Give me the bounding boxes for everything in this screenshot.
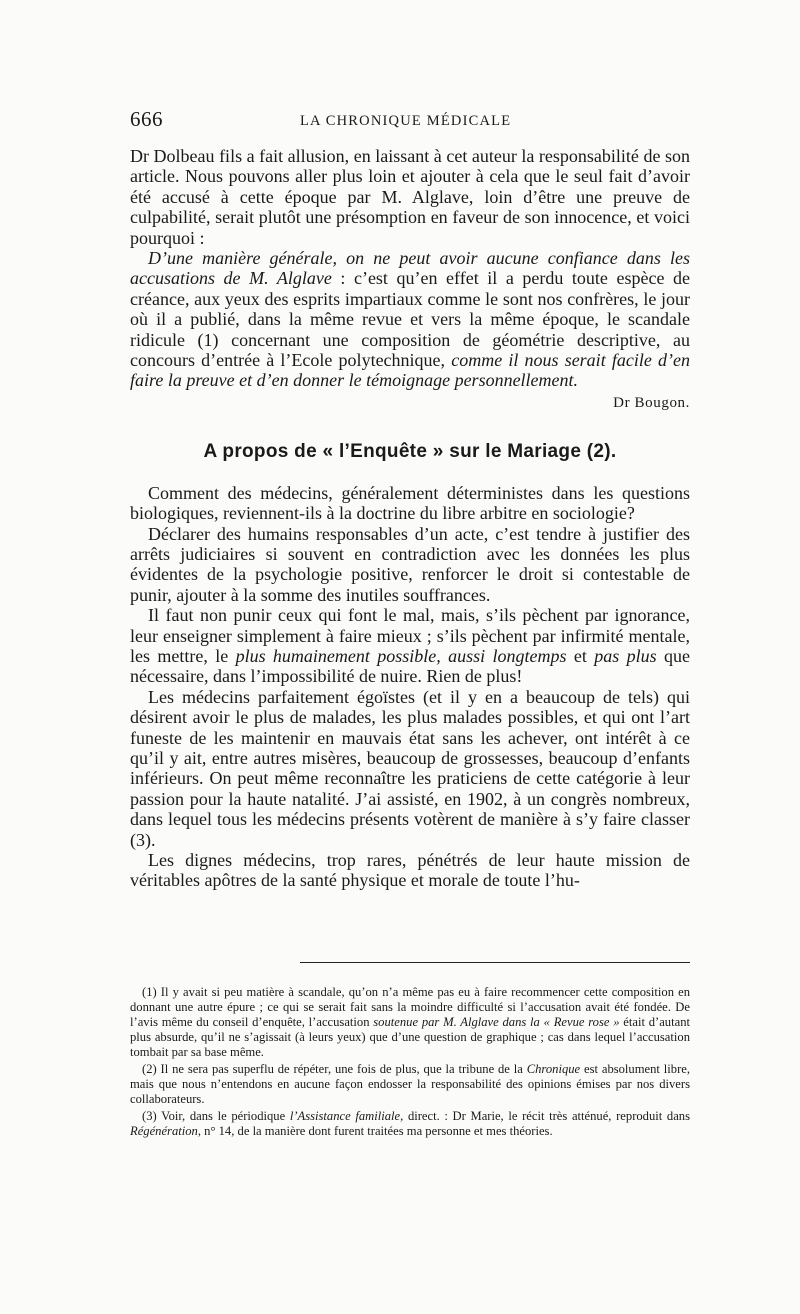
article2-paragraph-3-b: et <box>566 645 595 666</box>
signature: Dr Bougon. <box>613 394 690 411</box>
section-heading: A propos de « l’Enquête » sur le Mariage (2). <box>203 441 617 463</box>
page-header <box>130 107 690 137</box>
footnote-3-b: , direct. : Dr Marie, le récit très atténué, reproduit dans <box>400 1109 691 1123</box>
article1-italic-tail: comme il nous serait facile d’en faire la preuve et d’en donner le témoignage personnellement. <box>130 350 690 391</box>
article2-paragraph-5: Les dignes médecins, trop rares, pénétrés de leur haute mission de véritables apôtres de la santé physique et morale de toute l’hu- <box>130 850 690 891</box>
footnote-3-italic-1: l’Assistance familiale <box>289 1109 401 1123</box>
footnote-2-b: est absolument libre, mais que nous n’entendons en aucune façon endosser la responsabilité des opinions émises par nos divers collaborateurs. <box>130 1062 690 1106</box>
footnote-3-c: , n° 14, de la manière dont furent traitées ma personne et mes théories. <box>197 1124 553 1138</box>
article2-paragraph-4: Les médecins parfaitement égoïstes (et il y en a beaucoup de tels) qui désirent avoir le plus de malades, les plus malades possibles, et qui ont l’art funeste de les maintenir en mauvais état sans les achever, ont intérêt à ce qu’il y ait, entre autres misères, beaucoup de grossesses, beaucoup d’enfants inférieurs. On peut même reconnaître les praticiens de cette catégorie à leur passion pour la haute natalité. J’ai assisté, en 1902, à un congrès nombreux, dans lequel tous les médecins présents votèrent de manière à s’y faire classer (3). <box>130 686 690 850</box>
article1-italic-lead: D’une manière générale, on ne peut avoir aucune confiance dans les accusations de M. Alglave <box>130 248 690 289</box>
article2-paragraph-3-c: que nécessaire, dans l’impossibilité de nuire. Rien de plus! <box>130 645 690 687</box>
footnotes <box>130 985 690 1141</box>
body-text <box>130 146 690 891</box>
footnote-3 <box>130 1109 690 1139</box>
article2-italic-2: pas plus <box>594 645 657 666</box>
footnote-1-a: (1) Il y avait si peu matière à scandale, qu’on n’a même pas eu à faire recommencer cette composition en donnant une autre épure ; ce qui se serait fait sans la moindre difficulté si l’accusation avait été fondée. De l’avis même du conseil d’enquête, l’accusation <box>130 985 690 1029</box>
page-number: 666 <box>130 107 163 131</box>
footnote-1-italic: soutenue par M. Alglave dans la « Revue rose » <box>373 1015 620 1029</box>
footnote-1-b: était d’autant plus absurde, qu’il ne s’agissait (à leurs yeux) que d’une question de graphique ; cas dans lequel l’accusation tombait par sa base même. <box>130 1015 690 1059</box>
footnote-3-a: (3) Voir, dans le périodique <box>142 1109 290 1123</box>
article2-paragraph-2: Déclarer des humains responsables d’un acte, c’est tendre à justifier des arrêts judiciaires si souvent en contradiction avec les données les plus évidentes de la psychologie positive, renforcer le droit si contestable de punir, ajouter à la somme des inutiles souffrances. <box>130 523 690 605</box>
article1-paragraph-2 <box>130 248 690 391</box>
article2-paragraph-1: Comment des médecins, généralement déterministes dans les questions biologiques, reviennent-ils à la doctrine du libre arbitre en sociologie? <box>130 482 690 524</box>
footnote-3-italic-2: Régénération <box>130 1124 198 1138</box>
footnote-1 <box>130 985 690 1060</box>
article2-italic-1: plus humainement possible, aussi longtemps <box>235 645 567 666</box>
article1-paragraph-2-body: : c’est qu’en effet il a perdu toute espèce de créance, aux yeux des esprits impartiaux comme le sont nos confrères, le jour où il a publié, dans la même revue et vers la même époque, le scandale ridicule (1) concernant une composition de géométrie descriptive, au concours d’entrée à l’Ecole polytechnique, <box>130 268 690 371</box>
running-title: LA CHRONIQUE MÉDICALE <box>300 113 512 129</box>
article1-paragraph-1: Dr Dolbeau fils a fait allusion, en laissant à cet auteur la responsabilité de son article. Nous pouvons aller plus loin et ajouter à cela que le seul fait d’avoir été accusé à cette époque par M. Alglave, loin d’être une preuve de culpabilité, serait plutôt une présomption en faveur de son innocence, et voici pourquoi : <box>130 146 690 248</box>
article2-paragraph-3-a: Il faut non punir ceux qui font le mal, mais, s’ils pèchent par ignorance, leur enseigner simplement à faire mieux ; s’ils pèchent par infirmité mentale, les mettre, le <box>130 605 690 666</box>
footnote-2-italic: Chronique <box>526 1062 581 1076</box>
footnote-2-a: (2) Il ne sera pas superflu de répéter, une fois de plus, que la tribune de la <box>142 1062 527 1076</box>
footnote-divider <box>300 962 690 963</box>
article2-paragraph-3 <box>130 605 690 687</box>
footnote-2 <box>130 1062 690 1107</box>
